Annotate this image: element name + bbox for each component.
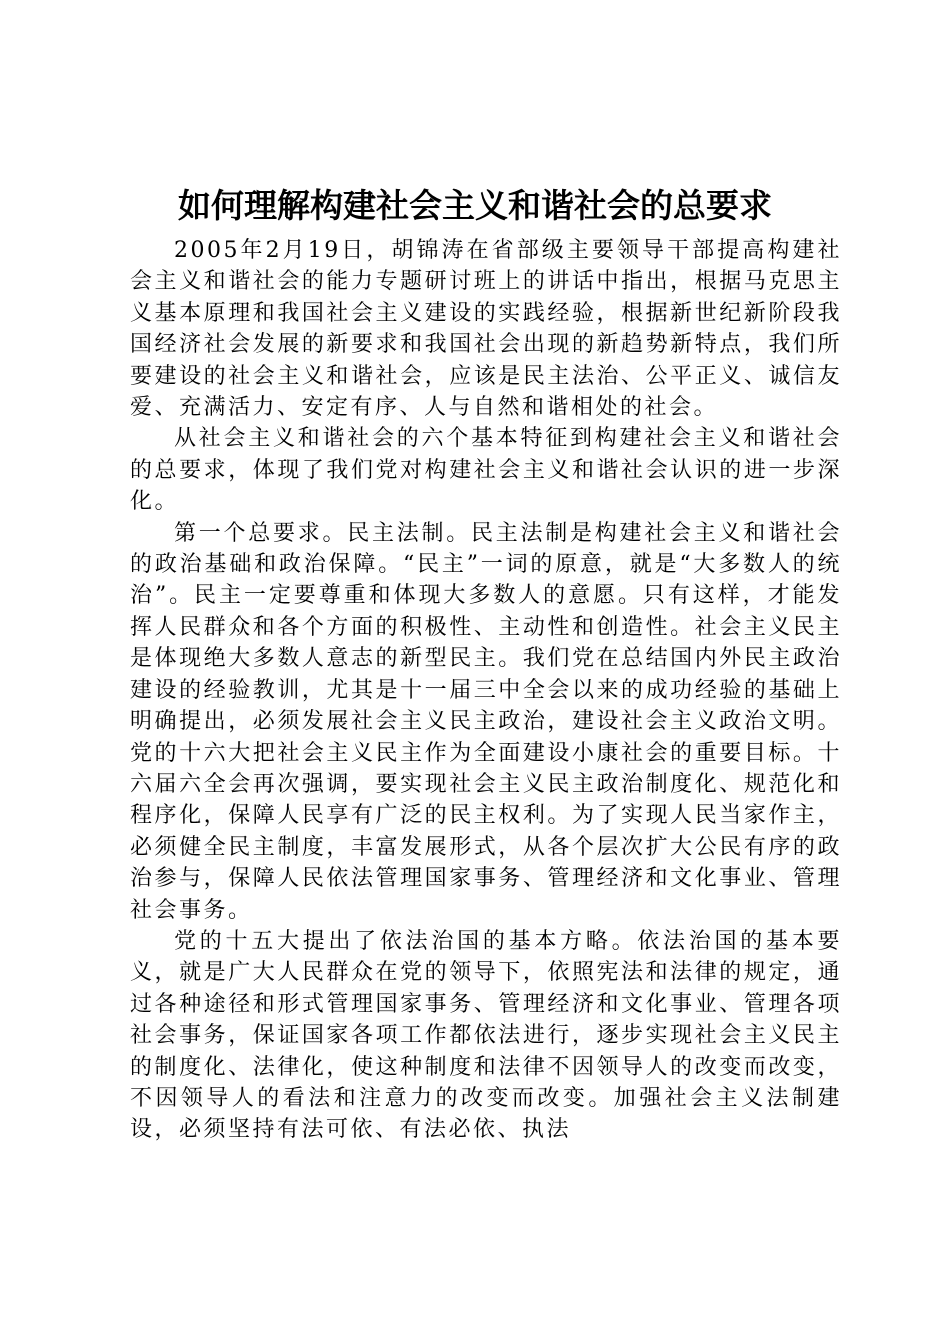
paragraph-4: 党的十五大提出了依法治国的基本方略。依法治国的基本要义，就是广大人民群众在党的领导下，依照宪法和法律的规定，通过各种途径和形式管理国家事务、管理经济和文化事业、管理各项社会事务，保证国家各项工作都依法进行，逐步实现社会主义民主的制度化、法律化，使这种制度和法律不因领导人的改变而改变，不因领导人的看法和注意力的改变而改变。加强社会主义法制建设，必须坚持有法可依、有法必依、执法 — [130, 928, 842, 1143]
document-body — [130, 235, 842, 1146]
paragraph-1: 2005年2月19日，胡锦涛在省部级主要领导干部提高构建社会主义和谐社会的能力专题研讨班上的讲话中指出，根据马克思主义基本原理和我国社会主义建设的实践经验，根据新世纪新阶段我国经济社会发展的新要求和我国社会出现的新趋势新特点，我们所要建设的社会主义和谐社会，应该是民主法治、公平正义、诚信友爱、充满活力、安定有序、人与自然和谐相处的社会。 — [130, 238, 842, 421]
paragraph-2: 从社会主义和谐社会的六个基本特征到构建社会主义和谐社会的总要求，体现了我们党对构建社会主义和谐社会认识的进一步深化。 — [130, 426, 842, 515]
document-title: 如何理解构建社会主义和谐社会的总要求 — [178, 186, 772, 225]
paragraph-3: 第一个总要求。民主法制。民主法制是构建社会主义和谐社会的政治基础和政治保障。“民主”一词的原意，就是“大多数人的统治”。民主一定要尊重和体现大多数人的意愿。只有这样，才能发挥人民群众和各个方面的积极性、主动性和创造性。社会主义民主是体现绝大多数人意志的新型民主。我们党在总结国内外民主政治建设的经验教训，尤其是十一届三中全会以来的成功经验的基础上明确提出，必须发展社会主义民主政治，建设社会主义政治文明。党的十六大把社会主义民主作为全面建设小康社会的重要目标。十六届六全会再次强调，要实现社会主义民主政治制度化、规范化和程序化，保障人民享有广泛的民主权利。为了实现人民当家作主，必须健全民主制度，丰富发展形式，从各个层次扩大公民有序的政治参与，保障人民依法管理国家事务、管理经济和文化事业、管理社会事务。 — [130, 520, 842, 923]
